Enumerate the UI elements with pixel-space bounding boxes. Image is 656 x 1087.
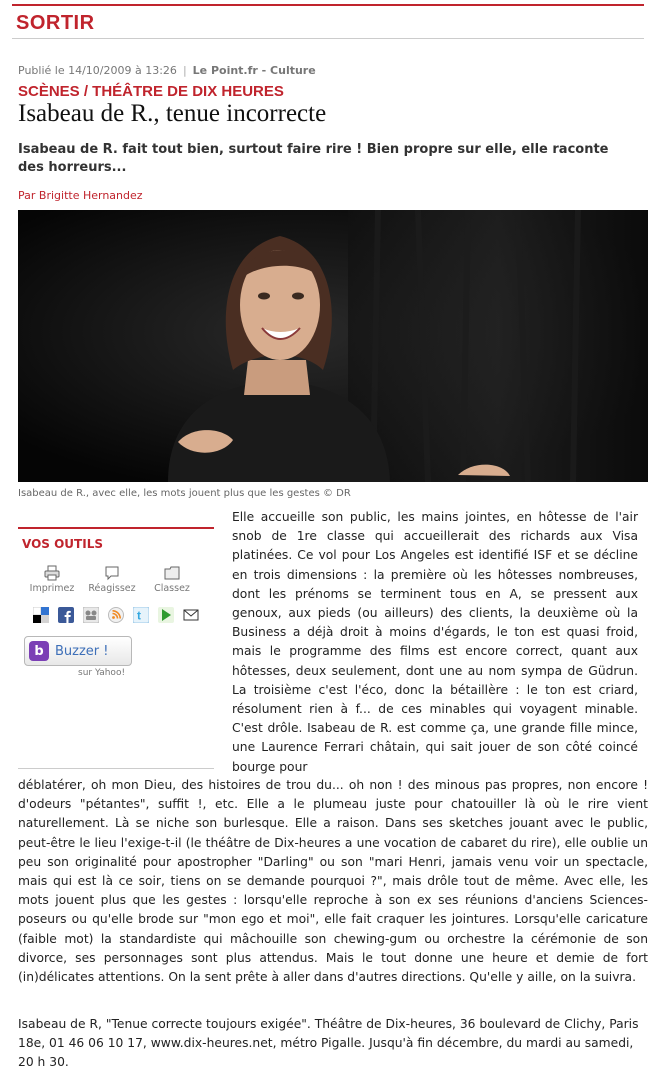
- photo-caption: Isabeau de R., avec elle, les mots jouent plus que les gestes © DR: [18, 488, 351, 499]
- tools-title: VOS OUTILS: [18, 527, 214, 551]
- speech-bubble-icon: [104, 565, 120, 581]
- classify-button[interactable]: [142, 565, 202, 594]
- section-header: [12, 4, 644, 39]
- share-icons: [18, 606, 214, 624]
- tool-actions: [18, 565, 214, 594]
- section-title[interactable]: SORTIR: [16, 12, 95, 34]
- react-button[interactable]: [82, 565, 142, 594]
- performer-photo-illustration: [18, 210, 648, 482]
- print-label: Imprimez: [29, 583, 75, 594]
- buzz-label: Buzzer !: [55, 643, 109, 659]
- digg-icon[interactable]: [82, 606, 100, 624]
- tools-panel: [18, 527, 214, 769]
- buzz-button[interactable]: [24, 636, 132, 666]
- rss-icon[interactable]: [107, 606, 125, 624]
- svg-text:t: t: [137, 608, 141, 623]
- article-lead: Isabeau de R. fait tout bien, surtout faire rire ! Bien propre sur elle, elle raconte des horreurs...: [18, 142, 609, 175]
- yahoo-buzz-icon: b: [29, 641, 49, 661]
- react-label: Réagissez: [88, 583, 136, 594]
- article-photo: [18, 210, 648, 482]
- meta-separator: |: [182, 64, 187, 77]
- article-body-part2: déblatérer, oh mon Dieu, des histoires de trou du... oh non ! des minous pas propres, non encore ! d'odeurs "pétantes", suffit !, etc. Elle a le plumeau juste pour chatouiller là où le rire vient naturellement. Là se niche son burlesque. Elle a raison. Dans ses sketches jouant avec le public, peut-être le lieu l'exige-t-il (le théâtre de Dix-heures a une vocation de cabaret du rire), elle oublie un peu son originalité pour apostropher "Darling" ou son "mari Henri, jamais venu voir un spectacle, mais qui est là ce soir, tiens on se demande pourquoi ?", mais drôle tout de même. Avec elle, les mots jouent plus que les gestes : lorsqu'elle reproche à son ex ses réunions d'anciens Sciences-poseurs ou qu'elle brode sur "mon ego et moi", elle fait craquer les jointures. Lorsqu'elle caricature (faible mot) la standardiste qui mâchouille son chewing-gum ou orchestre la cérémonie de son divorce, ses personnages sont plus attendus. Mais le tout donne une heure et demie de fort (in)délicates attentions. On la sent prête à aller dans d'autres directions. Qu'elle y aille, on la suivra.: [18, 778, 648, 985]
- article-byline[interactable]: Par Brigitte Hernandez: [18, 189, 143, 202]
- article-body-part1: Elle accueille son public, les mains jointes, en hôtesse de l'air snob de 1re classe qui accueillerait des richards aux Visa platinées. Ce vol pour Los Angeles est identifié ISF et se décline en trois dimensions : la première où les hôtesses nombreuses, dont les prénoms se terminent tous en A, se pressent aux genoux, aux pieds (ou ailleurs) des clients, la deuxième où la Business a déjà droit à moins d'égards, le ton est quasi froid, mais le programme des films est encore correct, quant aux hôtesses, deux seulement, dont une au nom sympa de Güdrun. La troisième c'est l'éco, donc la bétaillère : le ton est criard, résolument rien à f... de ces minables qui voyagent minable. C'est drôle. Isabeau de R. est comme ça, une grande fille mince, une Laurence Ferrari châtain, qui sait jouer de son côté coincé bourge pour: [232, 510, 638, 774]
- facebook-icon[interactable]: [57, 606, 75, 624]
- article-meta: [18, 64, 316, 77]
- article-source[interactable]: Le Point.fr - Culture: [192, 64, 316, 77]
- article-page: [0, 4, 656, 1087]
- email-icon[interactable]: [182, 606, 200, 624]
- article-kicker[interactable]: SCÈNES / THÉÂTRE DE DIX HEURES: [18, 83, 284, 100]
- twitter-icon[interactable]: [132, 606, 150, 624]
- folder-icon: [164, 565, 180, 581]
- publish-date: Publié le 14/10/2009 à 13:26: [18, 64, 177, 77]
- print-button[interactable]: [22, 565, 82, 594]
- wikio-icon[interactable]: [157, 606, 175, 624]
- print-icon: [44, 565, 60, 581]
- practical-info: Isabeau de R, "Tenue correcte toujours exigée". Théâtre de Dix-heures, 36 boulevard de Clichy, Paris 18e, 01 46 06 10 17, www.dix-heures.net, métro Pigalle. Jusqu'à fin décembre, du mardi au samedi, 20 h 30.: [18, 1017, 639, 1070]
- classify-label: Classez: [154, 583, 190, 594]
- buzz-provider: sur Yahoo!: [78, 668, 126, 678]
- tools-divider: [18, 768, 214, 769]
- delicious-icon[interactable]: [32, 606, 50, 624]
- article-headline: Isabeau de R., tenue incorrecte: [18, 100, 327, 127]
